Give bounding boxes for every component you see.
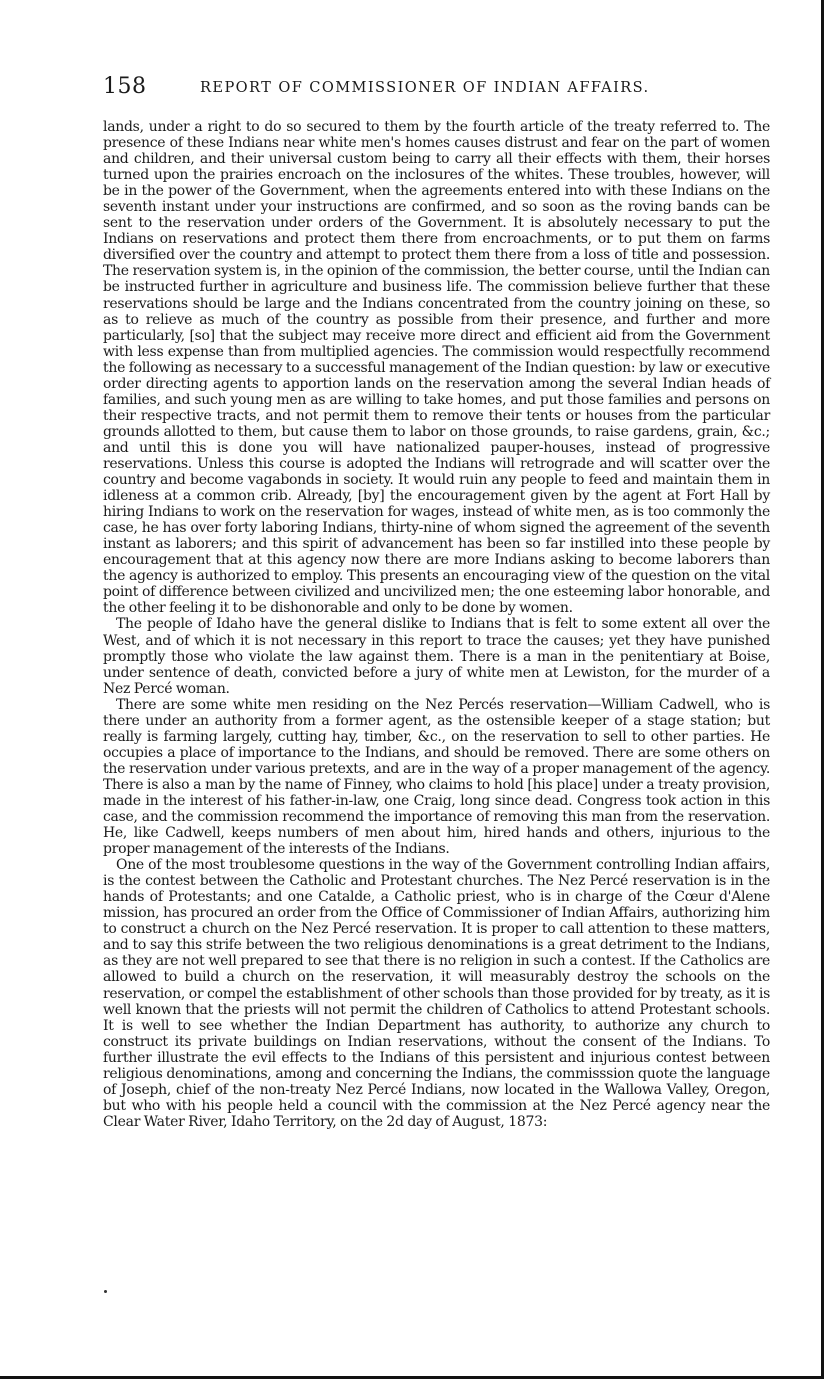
- paragraph-white-men: There are some white men residing on the Nez Percés reservation—William Cadwell, who is there under an authority from a former agent, as the ostensible keeper of a stage station; but really is farming largely, cutting hay, timber, &c., on the reservation to sell to other parties. He occupies a place of importance to the Indians, and should be removed. There are some others on the reservation under various pretexts, and are in the way of a proper management of the agency. There is also a man by the name of Finney, who claims to hold [his place] under a treaty provision, made in the interest of his father-in-law, one Craig, long since dead. Congress took action in this case, and the commission recommend the importance of removing this man from the reservation. He, like Cadwell, keeps numbers of men about him, hired hands and others, injurious to the proper management of the interests of the Indians.: [103, 696, 770, 858]
- paragraph-idaho: The people of Idaho have the general dislike to Indians that is felt to some extent all over the West, and of which it is not necessary in this report to trace the causes; yet they have punished promptly those who violate the law against them. There is a man in the penitentiary at Boise, under sentence of death, convicted before a jury of white men at Lewiston, for the murder of a Nez Percé woman.: [103, 616, 770, 697]
- paragraph-continued: lands, under a right to do so secured to them by the fourth article of the treaty referred to. The presence of these Indians near white men's homes causes distrust and fear on the part of women and children, and their universal custom being to carry all their effects with them, their horses turned upon the prairies encroach on the inclosures of the whites. These troubles, however, will be in the power of the Government, when the agreements entered into with these Indians on the seventh instant under your instructions are confirmed, and so soon as the roving bands can be sent to the reservation under orders of the Government. It is absolutely necessary to put the Indians on reservations and protect them there from encroachments, or to put them on farms diversified over the country and attempt to protect them there from a loss of title and possession. The reservation system is, in the opinion of the commission, the better course, until the Indian can be instructed further in agriculture and business life. The commission believe further that these reservations should be large and the Indians concentrated from the country joining on these, so as to relieve as much of the country as possible from their presence, and further and more particularly, [so] that the subject may receive more direct and efficient aid from the Government with less expense than from multiplied agencies. The commission would respectfully recommend the following as necessary to a successful management of the Indian question: by law or executive order directing agents to apportion lands on the reservation among the several Indian heads of families, and such young men as are willing to take homes, and put those families and persons on their respective tracts, and not permit them to remove their tents or houses from the particular grounds allotted to them, but cause them to labor on those grounds, to raise gardens, grain, &c.; and until this is done you will have nationalized pauper-houses, instead of progressive reservations. Unless this course is adopted the Indians will retrograde and will scatter over the country and become vagabonds in society. It would ruin any people to feed and maintain them in idleness at a common crib. Already, [by] the encouragement given by the agent at Fort Hall by hiring Indians to work on the reservation for wages, instead of white men, as is too commonly the case, he has over forty laboring Indians, thirty-nine of whom signed the agreement of the seventh instant as laborers; and this spirit of advancement has been so far instilled into these people by encouragement that at this agency now there are more Indians asking to become laborers than the agency is authorized to employ. This presents an encouraging view of the question on the vital point of difference between civilized and uncivilized men; the one esteeming labor honorable, and the other feeling it to be dishonorable and only to be done by women.: [103, 119, 770, 617]
- body-text: [103, 119, 770, 1130]
- page-header: [103, 74, 773, 104]
- page-number: 158: [103, 74, 147, 99]
- paragraph-churches: One of the most troublesome questions in the way of the Government controlling Indian affairs, is the contest between the Catholic and Protestant churches. The Nez Percé reservation is in the hands of Protestants; and one Catalde, a Catholic priest, who is in charge of the Cœur d'Alene mission, has procured an order from the Office of Commissioner of Indian Affairs, authorizing him to construct a church on the Nez Percé reservation. It is proper to call attention to these matters, and to say this strife between the two religious denominations is a great detriment to the Indians, as they are not well prepared to see that there is no religion in such a contest. If the Catholics are allowed to build a church on the reservation, it will measurably destroy the schools on the reservation, or compel the establishment of other schools than those provided for by treaty, as it is well known that the priests will not permit the children of Catholics to attend Protestant schools. It is well to see whether the Indian Department has authority, to authorize any church to construct its private buildings on Indian reservations, without the consent of the Indians. To further illustrate the evil effects to the Indians of this persistent and injurious contest between religious denominations, among and concerning the Indians, the commisssion quote the language of Joseph, chief of the non-treaty Nez Percé Indians, now located in the Wallowa Valley, Oregon, but who with his people held a council with the commission at the Nez Percé agency near the Clear Water River, Idaho Territory, on the 2d day of August, 1873:: [103, 857, 770, 1130]
- stray-dot-mark: [104, 1290, 107, 1293]
- running-title: REPORT OF COMMISSIONER OF INDIAN AFFAIRS.: [200, 79, 650, 96]
